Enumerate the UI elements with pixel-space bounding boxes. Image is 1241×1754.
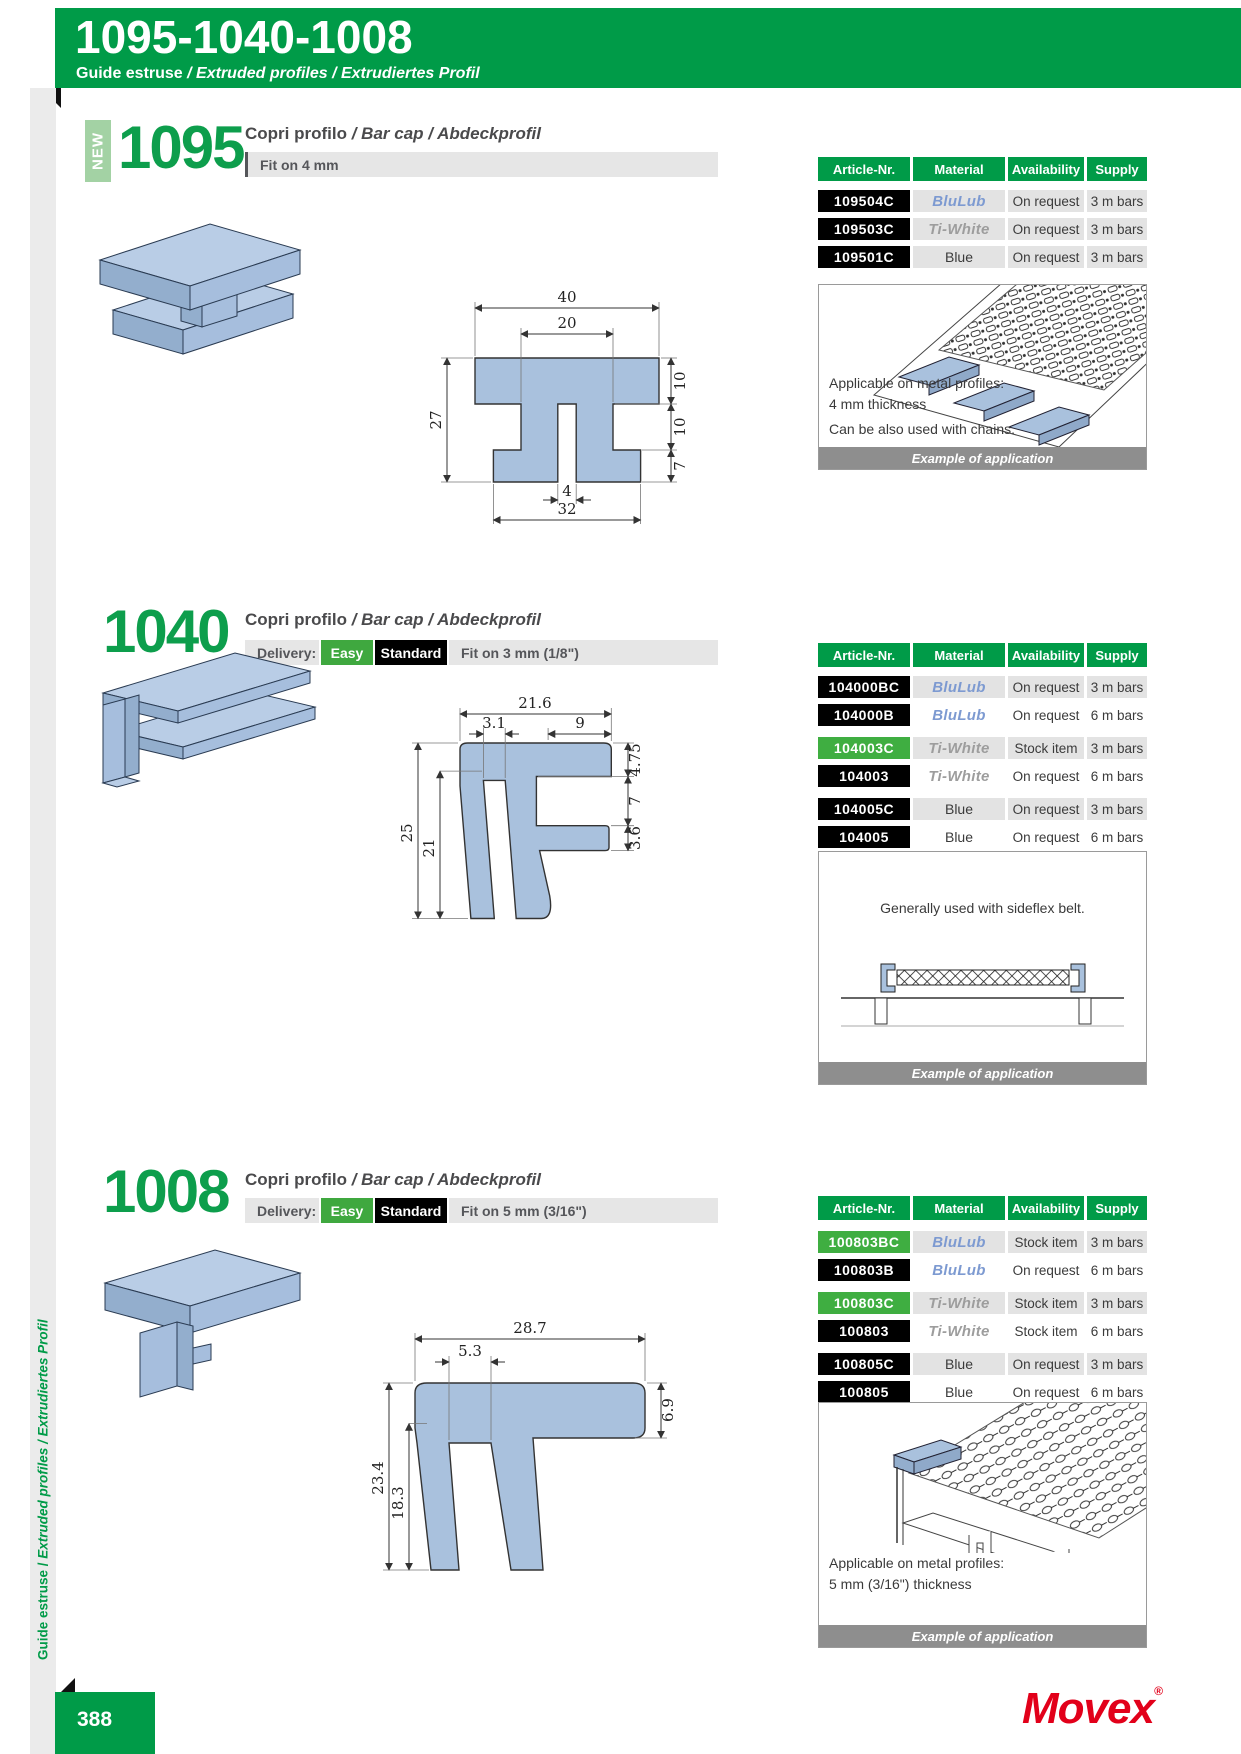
material-cell: Ti-White	[913, 765, 1005, 787]
dim-7: 7	[671, 461, 689, 471]
table-header-row	[818, 157, 1147, 181]
supply-cell: 3 m bars	[1087, 737, 1147, 759]
supply-cell: 6 m bars	[1087, 826, 1147, 848]
dim-9: 9	[575, 714, 585, 732]
new-badge: NEW	[85, 120, 111, 182]
material-cell: Ti-White	[913, 737, 1005, 759]
note-line: Can be also used with chains.	[829, 421, 1015, 437]
corner-triangle-bottom	[61, 1678, 75, 1692]
col-article: Article-Nr.	[818, 643, 910, 667]
page-subtitle	[76, 65, 480, 83]
article-cell: 109501C	[818, 246, 910, 268]
article-cell: 100805	[818, 1381, 910, 1403]
col-article: Article-Nr.	[818, 1196, 910, 1220]
application-box-1095	[818, 284, 1147, 470]
dim-7b: 7	[626, 796, 644, 806]
subtitle-italic: / Extruded profiles / Extrudiertes Profil	[187, 65, 480, 82]
article-cell: 104005	[818, 826, 910, 848]
col-availability: Availability	[1008, 157, 1084, 181]
section-title-1040: Copri profilo / Bar cap / Abdeckprofil	[245, 610, 541, 629]
supply-cell: 3 m bars	[1087, 246, 1147, 268]
availability-cell: Stock item	[1008, 1292, 1084, 1314]
dim-40: 40	[557, 288, 577, 306]
dim-5-3: 5.3	[458, 1342, 482, 1360]
sidebar-vertical-text: Guide estruse / Extruded profiles / Extrudiertes Profil	[35, 1319, 51, 1660]
material-cell: BluLub	[913, 1259, 1005, 1281]
col-availability: Availability	[1008, 1196, 1084, 1220]
dim-4: 4	[562, 482, 572, 500]
application-notes	[829, 373, 1015, 440]
easy-badge: Easy	[321, 1198, 373, 1223]
easy-badge: Easy	[321, 640, 373, 665]
table-row	[818, 1231, 1147, 1253]
availability-cell: On request	[1008, 765, 1084, 787]
page-title: 1095-1040-1008	[75, 11, 413, 63]
example-caption: Example of application	[819, 447, 1146, 469]
table-row	[818, 1320, 1147, 1342]
supply-cell: 3 m bars	[1087, 798, 1147, 820]
cross-section-1095	[415, 278, 705, 535]
article-cell: 100803B	[818, 1259, 910, 1281]
material-cell: Blue	[913, 826, 1005, 848]
isometric-view-1008	[85, 1228, 320, 1408]
example-caption: Example of application	[819, 1062, 1146, 1084]
fit-bar-1095	[245, 152, 718, 177]
product-table-1095	[818, 157, 1147, 268]
standard-badge: Standard	[375, 640, 447, 665]
dim-18-3: 18.3	[389, 1486, 407, 1520]
availability-cell: Stock item	[1008, 737, 1084, 759]
article-cell: 104000BC	[818, 676, 910, 698]
availability-cell: On request	[1008, 676, 1084, 698]
section-title-1095: Copri profilo / Bar cap / Abdeckprofil	[245, 124, 541, 143]
availability-cell: On request	[1008, 1259, 1084, 1281]
availability-cell: On request	[1008, 798, 1084, 820]
article-cell: 104003C	[818, 737, 910, 759]
article-cell: 109504C	[818, 190, 910, 212]
supply-cell: 6 m bars	[1087, 765, 1147, 787]
product-table-1008	[818, 1196, 1147, 1403]
table-row	[818, 676, 1147, 698]
dim-4-75: 4.75	[626, 743, 644, 777]
col-availability: Availability	[1008, 643, 1084, 667]
article-cell: 109503C	[818, 218, 910, 240]
material-cell: Ti-White	[913, 218, 1005, 240]
article-cell: 100805C	[818, 1353, 910, 1375]
supply-cell: 6 m bars	[1087, 1320, 1147, 1342]
availability-cell: On request	[1008, 704, 1084, 726]
material-cell: Blue	[913, 798, 1005, 820]
note-line: 5 mm (3/16") thickness	[829, 1576, 972, 1592]
application-box-1040	[818, 851, 1147, 1085]
dim-6-9: 6.9	[659, 1398, 677, 1422]
material-cell: BluLub	[913, 1231, 1005, 1253]
page-number: 388	[55, 1692, 155, 1754]
isometric-view-1040	[85, 635, 330, 810]
dim-28-7: 28.7	[513, 1319, 547, 1337]
note-line: 4 mm thickness	[829, 396, 927, 412]
table-row	[818, 190, 1147, 212]
application-illustration-1040	[819, 942, 1146, 1062]
dim-10a: 10	[671, 371, 689, 391]
application-box-1008	[818, 1402, 1147, 1648]
section-title-1008: Copri profilo / Bar cap / Abdeckprofil	[245, 1170, 541, 1189]
availability-cell: On request	[1008, 1353, 1084, 1375]
material-cell: Ti-White	[913, 1320, 1005, 1342]
table-row	[818, 246, 1147, 268]
article-cell: 104000B	[818, 704, 910, 726]
table-row	[818, 1292, 1147, 1314]
dim-21: 21	[420, 838, 438, 858]
col-article: Article-Nr.	[818, 157, 910, 181]
dim-3-6: 3.6	[626, 826, 644, 850]
subtitle-plain: Guide estruse	[76, 65, 188, 82]
article-cell: 104003	[818, 765, 910, 787]
table-row	[818, 798, 1147, 820]
application-notes	[829, 1553, 1004, 1595]
col-material: Material	[913, 1196, 1005, 1220]
delivery-bar-1008	[245, 1198, 718, 1223]
note-line: Applicable on metal profiles:	[829, 375, 1005, 391]
delivery-label: Delivery:	[245, 1198, 319, 1223]
supply-cell: 3 m bars	[1087, 676, 1147, 698]
table-row	[818, 1381, 1147, 1403]
cross-section-1008	[355, 1288, 685, 1593]
standard-badge: Standard	[375, 1198, 447, 1223]
material-cell: Blue	[913, 246, 1005, 268]
fit-label: Fit on 3 mm (1/8")	[449, 640, 718, 665]
table-row	[818, 1259, 1147, 1281]
section-number-1008: 1008	[103, 1158, 229, 1225]
example-caption: Example of application	[819, 1625, 1146, 1647]
availability-cell: On request	[1008, 218, 1084, 240]
dim-25: 25	[398, 823, 416, 843]
availability-cell: Stock item	[1008, 1231, 1084, 1253]
dim-23-4: 23.4	[369, 1461, 387, 1495]
table-header-row	[818, 1196, 1147, 1220]
article-cell: 104005C	[818, 798, 910, 820]
supply-cell: 3 m bars	[1087, 1292, 1147, 1314]
availability-cell: On request	[1008, 246, 1084, 268]
col-material: Material	[913, 643, 1005, 667]
material-cell: Blue	[913, 1353, 1005, 1375]
supply-cell: 3 m bars	[1087, 190, 1147, 212]
col-material: Material	[913, 157, 1005, 181]
table-row	[818, 218, 1147, 240]
dim-20: 20	[557, 314, 577, 332]
delivery-label: Delivery:	[245, 640, 319, 665]
table-header-row	[818, 643, 1147, 667]
col-supply: Supply	[1087, 1196, 1147, 1220]
page-header	[55, 8, 1241, 88]
movex-logo: Movex®	[1022, 1684, 1162, 1733]
dim-3-1: 3.1	[482, 714, 506, 732]
supply-cell: 6 m bars	[1087, 1381, 1147, 1403]
table-row	[818, 704, 1147, 726]
supply-cell: 3 m bars	[1087, 1231, 1147, 1253]
material-cell: BluLub	[913, 676, 1005, 698]
dim-32: 32	[557, 500, 577, 518]
dim-21-6: 21.6	[518, 694, 552, 712]
cross-section-1040	[372, 688, 682, 943]
application-note: Generally used with sideflex belt.	[880, 900, 1085, 916]
table-row	[818, 1353, 1147, 1375]
note-line: Applicable on metal profiles:	[829, 1555, 1005, 1571]
availability-cell: On request	[1008, 1381, 1084, 1403]
supply-cell: 6 m bars	[1087, 704, 1147, 726]
article-cell: 100803	[818, 1320, 910, 1342]
supply-cell: 3 m bars	[1087, 1353, 1147, 1375]
dim-10b: 10	[671, 417, 689, 437]
application-illustration-1008	[819, 1403, 1146, 1553]
supply-cell: 3 m bars	[1087, 218, 1147, 240]
col-supply: Supply	[1087, 157, 1147, 181]
table-row	[818, 826, 1147, 848]
table-row	[818, 765, 1147, 787]
col-supply: Supply	[1087, 643, 1147, 667]
section-number-1095: 1095	[118, 114, 244, 181]
availability-cell: On request	[1008, 826, 1084, 848]
product-table-1040	[818, 643, 1147, 848]
article-cell: 100803C	[818, 1292, 910, 1314]
fit-label: Fit on 4 mm	[245, 152, 718, 177]
material-cell: Ti-White	[913, 1292, 1005, 1314]
dim-27: 27	[427, 410, 445, 430]
table-row	[818, 737, 1147, 759]
material-cell: BluLub	[913, 704, 1005, 726]
fit-label: Fit on 5 mm (3/16")	[449, 1198, 718, 1223]
article-cell: 100803BC	[818, 1231, 910, 1253]
availability-cell: Stock item	[1008, 1320, 1084, 1342]
availability-cell: On request	[1008, 190, 1084, 212]
material-cell: Blue	[913, 1381, 1005, 1403]
section-number-1040: 1040	[103, 598, 229, 665]
material-cell: BluLub	[913, 190, 1005, 212]
isometric-view-1095	[85, 198, 320, 388]
supply-cell: 6 m bars	[1087, 1259, 1147, 1281]
